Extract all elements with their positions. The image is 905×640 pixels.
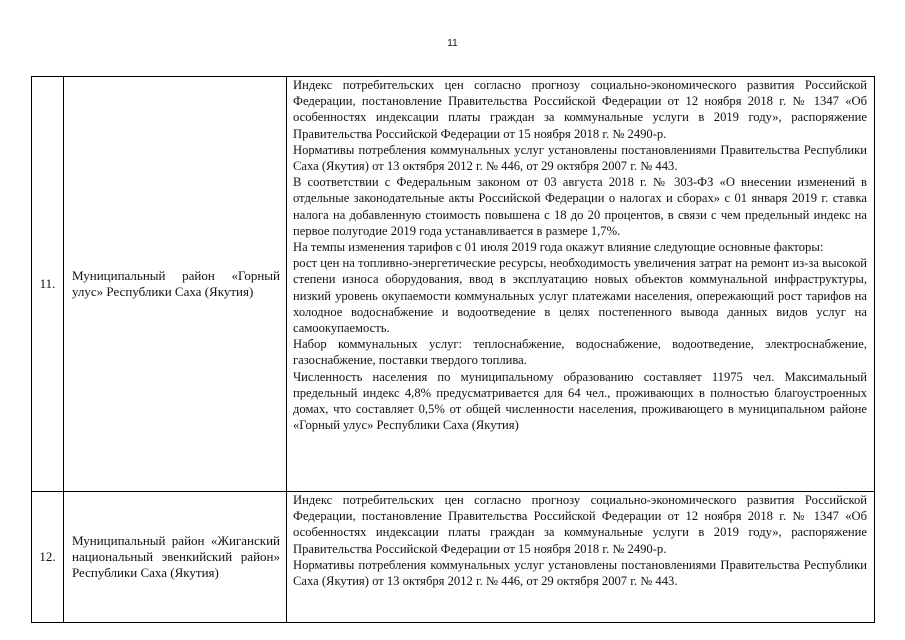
tariff-table <box>31 76 875 623</box>
table-row <box>32 492 875 623</box>
municipality-name: Муниципальный район «Горный улус» Республики Саха (Якутия) <box>64 77 287 492</box>
paragraph: На темпы изменения тарифов с 01 июля 2019 года окажут влияние следующие основные факторы: <box>293 240 824 255</box>
paragraph: Индекс потребительских цен согласно прогнозу социально-экономического развития Российской Федерации, постановление Правительства Российской Федерации от 12 ноября 2018 г. № 1347 «Об особенностях индексации платы граждан за коммунальные услуги в 2019 году», распоряжение Правительства Российской Федерации от 15 ноября 2018 г. № 2490-р. <box>293 493 867 556</box>
paragraph: рост цен на топливно-энергетические ресурсы, необходимость увеличения затрат на ремонт из-за высокой степени износа оборудования, ввод в эксплуатацию новых объектов коммунальной инфраструктуры, низкий уровень окупаемости коммунальных услуг платежами населения, опережающий рост тарифов на холодное водоснабжение и водоотведение в целях постепенного вывода данных видов услуг на самоокупаемость. <box>293 256 867 336</box>
row-number: 12. <box>32 492 64 623</box>
paragraph: Численность населения по муниципальному образованию составляет 11975 чел. Максимальный предельный индекс 4,8% предусматривается для 64 чел., проживающих в полностью благоустроенных домах, что составляет 0,5% от общей численности населения, проживающего в муниципальном районе «Горный улус» Республики Саха (Якутия) <box>293 369 867 433</box>
page-number: 11 <box>447 38 458 49</box>
paragraph: Индекс потребительских цен согласно прогнозу социально-экономического развития Российской Федерации, постановление Правительства Российской Федерации от 12 ноября 2018 г. № 1347 «Об особенностях индексации платы граждан за коммунальные услуги в 2019 году», распоряжение Правительства Российской Федерации от 15 ноября 2018 г. № 2490-р. <box>293 78 867 141</box>
municipality-name: Муниципальный район «Жиганский национальный эвенкийский район» Республики Саха (Якутия) <box>64 492 287 623</box>
paragraph: Нормативы потребления коммунальных услуг установлены постановлениями Правительства Республики Саха (Якутия) от 13 октября 2012 г. № 446, от 29 октября 2007 г. № 443. <box>293 557 867 589</box>
row-number: 11. <box>32 77 64 492</box>
paragraph: Нормативы потребления коммунальных услуг установлены постановлениями Правительства Республики Саха (Якутия) от 13 октября 2012 г. № 446, от 29 октября 2007 г. № 443. <box>293 142 867 174</box>
paragraph: Набор коммунальных услуг: теплоснабжение, водоснабжение, водоотведение, электроснабжение, газоснабжение, поставки твердого топлива. <box>293 337 867 368</box>
row-description <box>287 492 875 623</box>
table-row <box>32 77 875 492</box>
row-description <box>287 77 875 492</box>
paragraph: В соответствии с Федеральным законом от 03 августа 2018 г. № 303-ФЗ «О внесении изменений в отдельные законодательные акты Российской Федерации о налогах и сборах» с 01 января 2019 г. ставка налога на добавленную стоимость повышена с 18 до 20 процентов, в связи с чем предельный индекс на первое полугодие 2019 года устанавливается в размере 1,7%. <box>293 175 867 238</box>
